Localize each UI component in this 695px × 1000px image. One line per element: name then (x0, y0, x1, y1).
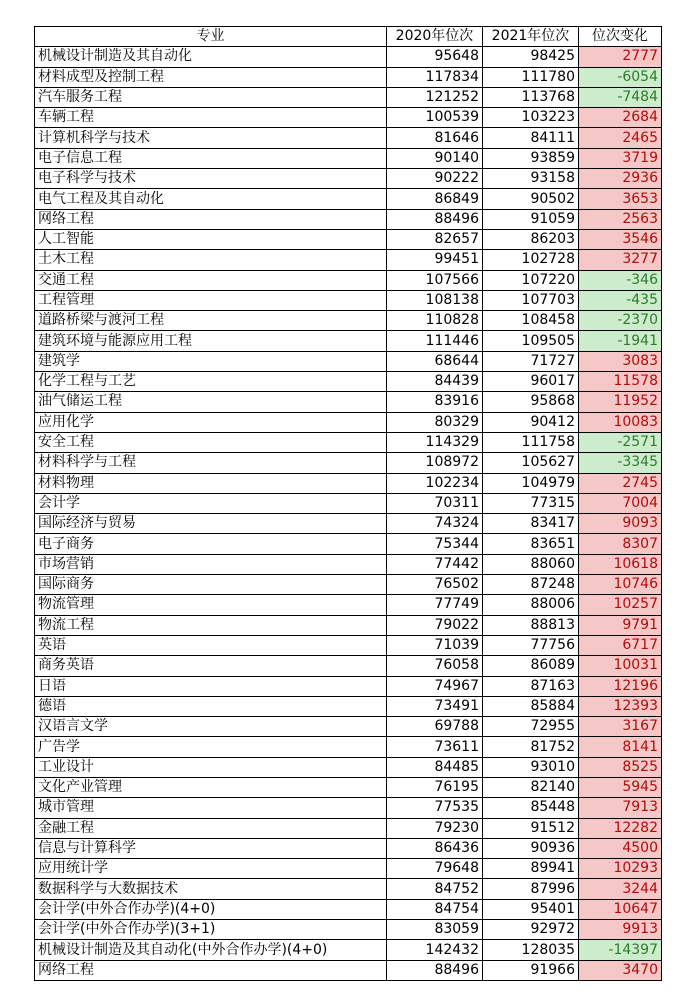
table-row (35, 514, 662, 534)
rank-2020-cell: 77749 (387, 595, 483, 615)
rank-change-cell: 10618 (579, 554, 662, 574)
table-row (35, 209, 662, 229)
rank-2021-cell: 93010 (483, 757, 579, 777)
rank-2021-cell: 111780 (483, 67, 579, 87)
major-cell: 金融工程 (35, 818, 387, 838)
major-cell: 广告学 (35, 737, 387, 757)
major-cell: 网络工程 (35, 960, 387, 980)
table-body (35, 47, 662, 981)
table-row (35, 270, 662, 290)
rank-2020-cell: 68644 (387, 351, 483, 371)
rank-change-cell: -2571 (579, 432, 662, 452)
major-cell: 人工智能 (35, 229, 387, 249)
rank-change-cell: 7004 (579, 493, 662, 513)
rank-2020-cell: 79230 (387, 818, 483, 838)
rank-change-cell: 5945 (579, 777, 662, 797)
rank-2020-cell: 82657 (387, 229, 483, 249)
rank-change-cell: -2370 (579, 311, 662, 331)
rank-2021-cell: 71727 (483, 351, 579, 371)
table-row (35, 696, 662, 716)
rank-2020-cell: 80329 (387, 412, 483, 432)
table-row (35, 108, 662, 128)
table-row (35, 311, 662, 331)
rank-2020-cell: 76502 (387, 575, 483, 595)
rank-2020-cell: 111446 (387, 331, 483, 351)
major-cell: 市场营销 (35, 554, 387, 574)
rank-2021-cell: 105627 (483, 453, 579, 473)
table-row (35, 595, 662, 615)
rank-change-cell: 12196 (579, 676, 662, 696)
rank-2020-cell: 100539 (387, 108, 483, 128)
major-cell: 电子信息工程 (35, 148, 387, 168)
rank-2021-cell: 87248 (483, 575, 579, 595)
major-cell: 油气储运工程 (35, 392, 387, 412)
rank-2021-cell: 90502 (483, 189, 579, 209)
table-row (35, 818, 662, 838)
rank-change-cell: 8307 (579, 534, 662, 554)
major-cell: 建筑环境与能源应用工程 (35, 331, 387, 351)
major-cell: 建筑学 (35, 351, 387, 371)
rank-2020-cell: 86436 (387, 838, 483, 858)
major-cell: 商务英语 (35, 656, 387, 676)
major-cell: 土木工程 (35, 250, 387, 270)
rank-2020-cell: 84485 (387, 757, 483, 777)
rank-2021-cell: 77315 (483, 493, 579, 513)
rank-2020-cell: 77535 (387, 798, 483, 818)
table-row (35, 757, 662, 777)
rank-2020-cell: 75344 (387, 534, 483, 554)
rank-2021-cell: 91059 (483, 209, 579, 229)
rank-2020-cell: 108972 (387, 453, 483, 473)
rank-change-cell: 3167 (579, 717, 662, 737)
table-row (35, 331, 662, 351)
rank-2020-cell: 74967 (387, 676, 483, 696)
rank-change-cell: -435 (579, 290, 662, 310)
rank-change-cell: 6717 (579, 635, 662, 655)
table-row (35, 493, 662, 513)
table-row (35, 67, 662, 87)
rank-change-cell: -3345 (579, 453, 662, 473)
rank-2021-cell: 82140 (483, 777, 579, 797)
rank-2021-cell: 77756 (483, 635, 579, 655)
rank-2021-cell: 87163 (483, 676, 579, 696)
rank-change-cell: 3653 (579, 189, 662, 209)
rank-change-cell: 11578 (579, 372, 662, 392)
major-cell: 会计学 (35, 493, 387, 513)
rank-2020-cell: 83916 (387, 392, 483, 412)
rank-2021-cell: 92972 (483, 920, 579, 940)
rank-2020-cell: 117834 (387, 67, 483, 87)
rank-2021-cell: 81752 (483, 737, 579, 757)
rank-2020-cell: 90222 (387, 169, 483, 189)
table-row (35, 554, 662, 574)
rank-2020-cell: 84752 (387, 879, 483, 899)
major-cell: 德语 (35, 696, 387, 716)
table-row (35, 229, 662, 249)
rank-2021-cell: 88006 (483, 595, 579, 615)
rank-change-cell: 3244 (579, 879, 662, 899)
major-cell: 电子科学与技术 (35, 169, 387, 189)
table-header-row (35, 27, 662, 47)
table-row (35, 189, 662, 209)
major-cell: 汉语言文学 (35, 717, 387, 737)
rank-change-cell: 10083 (579, 412, 662, 432)
table-row (35, 372, 662, 392)
rank-2021-cell: 90412 (483, 412, 579, 432)
major-cell: 会计学(中外合作办学)(4+0) (35, 899, 387, 919)
major-cell: 电子商务 (35, 534, 387, 554)
rank-2020-cell: 114329 (387, 432, 483, 452)
rank-change-cell: 8525 (579, 757, 662, 777)
rank-2020-cell: 99451 (387, 250, 483, 270)
ranking-table-container (34, 26, 662, 981)
table-row (35, 635, 662, 655)
rank-2020-cell: 102234 (387, 473, 483, 493)
major-cell: 材料物理 (35, 473, 387, 493)
header-rank-change: 位次变化 (579, 27, 662, 47)
rank-2021-cell: 108458 (483, 311, 579, 331)
major-cell: 物流管理 (35, 595, 387, 615)
rank-change-cell: 12393 (579, 696, 662, 716)
rank-2021-cell: 91512 (483, 818, 579, 838)
rank-change-cell: 4500 (579, 838, 662, 858)
rank-2020-cell: 95648 (387, 47, 483, 67)
table-row (35, 899, 662, 919)
table-row (35, 290, 662, 310)
rank-2021-cell: 103223 (483, 108, 579, 128)
table-row (35, 656, 662, 676)
rank-2021-cell: 98425 (483, 47, 579, 67)
major-cell: 电气工程及其自动化 (35, 189, 387, 209)
rank-2020-cell: 73491 (387, 696, 483, 716)
rank-change-cell: 2465 (579, 128, 662, 148)
rank-2020-cell: 88496 (387, 209, 483, 229)
table-row (35, 615, 662, 635)
rank-change-cell: 3546 (579, 229, 662, 249)
table-row (35, 473, 662, 493)
header-2020-rank: 2020年位次 (387, 27, 483, 47)
header-major: 专业 (35, 27, 387, 47)
rank-change-cell: 7913 (579, 798, 662, 818)
rank-2020-cell: 108138 (387, 290, 483, 310)
rank-change-cell: -7484 (579, 87, 662, 107)
rank-change-cell: 12282 (579, 818, 662, 838)
rank-2021-cell: 86089 (483, 656, 579, 676)
table-row (35, 879, 662, 899)
ranking-table (34, 26, 662, 981)
rank-2020-cell: 76058 (387, 656, 483, 676)
rank-change-cell: 3083 (579, 351, 662, 371)
major-cell: 应用化学 (35, 412, 387, 432)
rank-2020-cell: 74324 (387, 514, 483, 534)
major-cell: 车辆工程 (35, 108, 387, 128)
rank-2021-cell: 87996 (483, 879, 579, 899)
rank-2020-cell: 70311 (387, 493, 483, 513)
rank-change-cell: 11952 (579, 392, 662, 412)
major-cell: 道路桥梁与渡河工程 (35, 311, 387, 331)
major-cell: 工程管理 (35, 290, 387, 310)
rank-2020-cell: 84439 (387, 372, 483, 392)
rank-change-cell: 2684 (579, 108, 662, 128)
table-row (35, 940, 662, 960)
rank-2020-cell: 76195 (387, 777, 483, 797)
major-cell: 机械设计制造及其自动化 (35, 47, 387, 67)
rank-change-cell: 9913 (579, 920, 662, 940)
rank-2021-cell: 88813 (483, 615, 579, 635)
table-row (35, 169, 662, 189)
rank-change-cell: -346 (579, 270, 662, 290)
rank-2021-cell: 128035 (483, 940, 579, 960)
table-row (35, 838, 662, 858)
major-cell: 信息与计算科学 (35, 838, 387, 858)
major-cell: 数据科学与大数据技术 (35, 879, 387, 899)
table-row (35, 250, 662, 270)
rank-change-cell: 10293 (579, 859, 662, 879)
rank-2020-cell: 142432 (387, 940, 483, 960)
rank-2021-cell: 84111 (483, 128, 579, 148)
rank-2021-cell: 113768 (483, 87, 579, 107)
major-cell: 机械设计制造及其自动化(中外合作办学)(4+0) (35, 940, 387, 960)
rank-2020-cell: 73611 (387, 737, 483, 757)
table-row (35, 798, 662, 818)
rank-2021-cell: 107703 (483, 290, 579, 310)
major-cell: 日语 (35, 676, 387, 696)
rank-2021-cell: 88060 (483, 554, 579, 574)
table-row (35, 148, 662, 168)
table-row (35, 575, 662, 595)
major-cell: 会计学(中外合作办学)(3+1) (35, 920, 387, 940)
rank-change-cell: 2563 (579, 209, 662, 229)
rank-change-cell: 9791 (579, 615, 662, 635)
table-row (35, 87, 662, 107)
rank-2021-cell: 95401 (483, 899, 579, 919)
rank-change-cell: 2936 (579, 169, 662, 189)
table-row (35, 960, 662, 980)
major-cell: 交通工程 (35, 270, 387, 290)
table-row (35, 351, 662, 371)
table-row (35, 737, 662, 757)
major-cell: 安全工程 (35, 432, 387, 452)
rank-2021-cell: 95868 (483, 392, 579, 412)
major-cell: 国际商务 (35, 575, 387, 595)
rank-2021-cell: 90936 (483, 838, 579, 858)
major-cell: 材料成型及控制工程 (35, 67, 387, 87)
header-2021-rank: 2021年位次 (483, 27, 579, 47)
rank-change-cell: 3277 (579, 250, 662, 270)
rank-2021-cell: 89941 (483, 859, 579, 879)
major-cell: 计算机科学与技术 (35, 128, 387, 148)
rank-change-cell: 10746 (579, 575, 662, 595)
rank-change-cell: 3470 (579, 960, 662, 980)
rank-change-cell: 10257 (579, 595, 662, 615)
rank-2021-cell: 86203 (483, 229, 579, 249)
rank-2021-cell: 111758 (483, 432, 579, 452)
table-row (35, 453, 662, 473)
rank-2021-cell: 85884 (483, 696, 579, 716)
major-cell: 英语 (35, 635, 387, 655)
rank-2020-cell: 90140 (387, 148, 483, 168)
rank-2021-cell: 83417 (483, 514, 579, 534)
rank-2020-cell: 121252 (387, 87, 483, 107)
rank-2020-cell: 81646 (387, 128, 483, 148)
rank-change-cell: 10647 (579, 899, 662, 919)
rank-2021-cell: 85448 (483, 798, 579, 818)
table-row (35, 432, 662, 452)
rank-2020-cell: 107566 (387, 270, 483, 290)
rank-2020-cell: 88496 (387, 960, 483, 980)
rank-change-cell: 8141 (579, 737, 662, 757)
major-cell: 城市管理 (35, 798, 387, 818)
rank-change-cell: 2745 (579, 473, 662, 493)
rank-2021-cell: 102728 (483, 250, 579, 270)
rank-change-cell: 10031 (579, 656, 662, 676)
major-cell: 化学工程与工艺 (35, 372, 387, 392)
table-row (35, 392, 662, 412)
major-cell: 网络工程 (35, 209, 387, 229)
rank-2021-cell: 83651 (483, 534, 579, 554)
rank-2021-cell: 72955 (483, 717, 579, 737)
rank-2020-cell: 79022 (387, 615, 483, 635)
rank-2020-cell: 110828 (387, 311, 483, 331)
table-row (35, 47, 662, 67)
rank-2020-cell: 69788 (387, 717, 483, 737)
rank-2021-cell: 93859 (483, 148, 579, 168)
rank-change-cell: -1941 (579, 331, 662, 351)
rank-2020-cell: 86849 (387, 189, 483, 209)
table-row (35, 534, 662, 554)
rank-2020-cell: 84754 (387, 899, 483, 919)
rank-2020-cell: 77442 (387, 554, 483, 574)
rank-change-cell: 9093 (579, 514, 662, 534)
major-cell: 文化产业管理 (35, 777, 387, 797)
table-row (35, 777, 662, 797)
major-cell: 材料科学与工程 (35, 453, 387, 473)
rank-2021-cell: 107220 (483, 270, 579, 290)
major-cell: 应用统计学 (35, 859, 387, 879)
table-row (35, 128, 662, 148)
major-cell: 国际经济与贸易 (35, 514, 387, 534)
rank-2021-cell: 96017 (483, 372, 579, 392)
table-row (35, 412, 662, 432)
rank-2020-cell: 83059 (387, 920, 483, 940)
major-cell: 物流工程 (35, 615, 387, 635)
major-cell: 工业设计 (35, 757, 387, 777)
rank-2021-cell: 91966 (483, 960, 579, 980)
rank-2021-cell: 104979 (483, 473, 579, 493)
table-row (35, 859, 662, 879)
rank-2021-cell: 109505 (483, 331, 579, 351)
rank-change-cell: -14397 (579, 940, 662, 960)
table-row (35, 676, 662, 696)
major-cell: 汽车服务工程 (35, 87, 387, 107)
rank-2020-cell: 71039 (387, 635, 483, 655)
rank-change-cell: -6054 (579, 67, 662, 87)
rank-change-cell: 3719 (579, 148, 662, 168)
rank-change-cell: 2777 (579, 47, 662, 67)
table-row (35, 920, 662, 940)
rank-2021-cell: 93158 (483, 169, 579, 189)
table-row (35, 717, 662, 737)
rank-2020-cell: 79648 (387, 859, 483, 879)
